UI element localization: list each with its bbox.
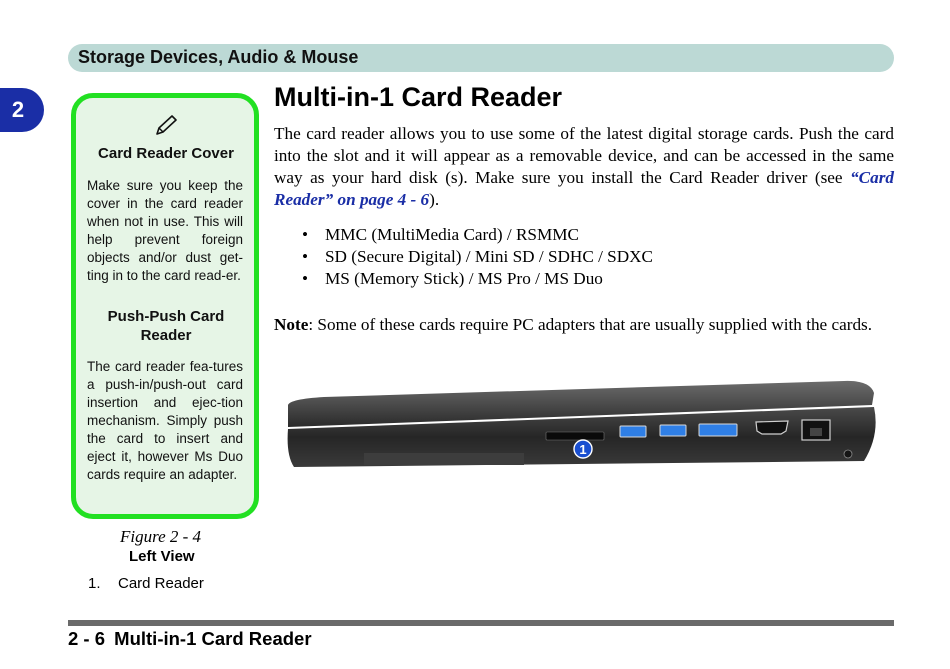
list-item: • SD (Secure Digital) / Mini SD / SDHC / SDXC	[298, 246, 653, 268]
card-type-list	[298, 224, 653, 290]
sidebar-text-card-reader-cover: Make sure you keep the cover in the card reader when not in use. This will help prevent foreign objects and/or dust get-ting in to the card read-er.	[87, 178, 243, 283]
legend-number: 1.	[88, 575, 101, 592]
intro-text: The card reader allows you to use some of the latest digital storage cards. Push the card into the slot and it will appear as a removable device, and can be accessed in the same way as your hard disk (s). Make sure you install the Card Reader driver (see	[274, 124, 894, 187]
note-text: : Some of these cards require PC adapters that are usually supplied with the cards.	[308, 315, 873, 334]
sidebar-heading-card-reader-cover: Card Reader Cover	[98, 145, 234, 162]
footer-page-number: 2 - 6	[68, 628, 106, 649]
footer-section-title: Multi-in-1 Card Reader	[114, 628, 312, 649]
note-label: Note	[274, 315, 309, 334]
list-item: • MMC (MultiMedia Card) / RSMMC	[298, 224, 653, 246]
intro-paragraph	[274, 123, 894, 211]
footer-rule	[68, 620, 894, 626]
sidebar-note-box	[71, 93, 259, 519]
note-paragraph	[274, 314, 894, 336]
list-item: • MS (Memory Stick) / MS Pro / MS Duo	[298, 268, 653, 290]
page-title: Multi-in-1 Card Reader	[274, 82, 563, 112]
chapter-tab[interactable]: 2	[0, 88, 44, 132]
card-reader-callout: 1	[579, 442, 587, 457]
figure-caption: Figure 2 - 4	[120, 527, 202, 546]
sidebar-heading-push-push: Push-Push Card Reader	[107, 308, 225, 344]
page-footer	[68, 628, 312, 650]
card-reader-link[interactable]: “Card Reader” on page 4 - 6	[274, 168, 894, 209]
intro-text-end: ).	[429, 190, 440, 209]
section-title: Storage Devices, Audio & Mouse	[78, 47, 359, 67]
legend-label: Card Reader	[118, 575, 204, 592]
pencil-icon	[154, 114, 178, 136]
figure-legend-item	[88, 575, 204, 592]
section-header-bar	[68, 44, 894, 72]
sidebar-text-push-push: The card reader fea-tures a push-in/push-out card insertion and ejec-tion mechanism. Simply push the card to insert and eject it, however Ms Duo cards require an adapter.	[87, 359, 243, 482]
figure-title: Left View	[129, 548, 195, 565]
laptop-left-view-image	[284, 375, 880, 475]
